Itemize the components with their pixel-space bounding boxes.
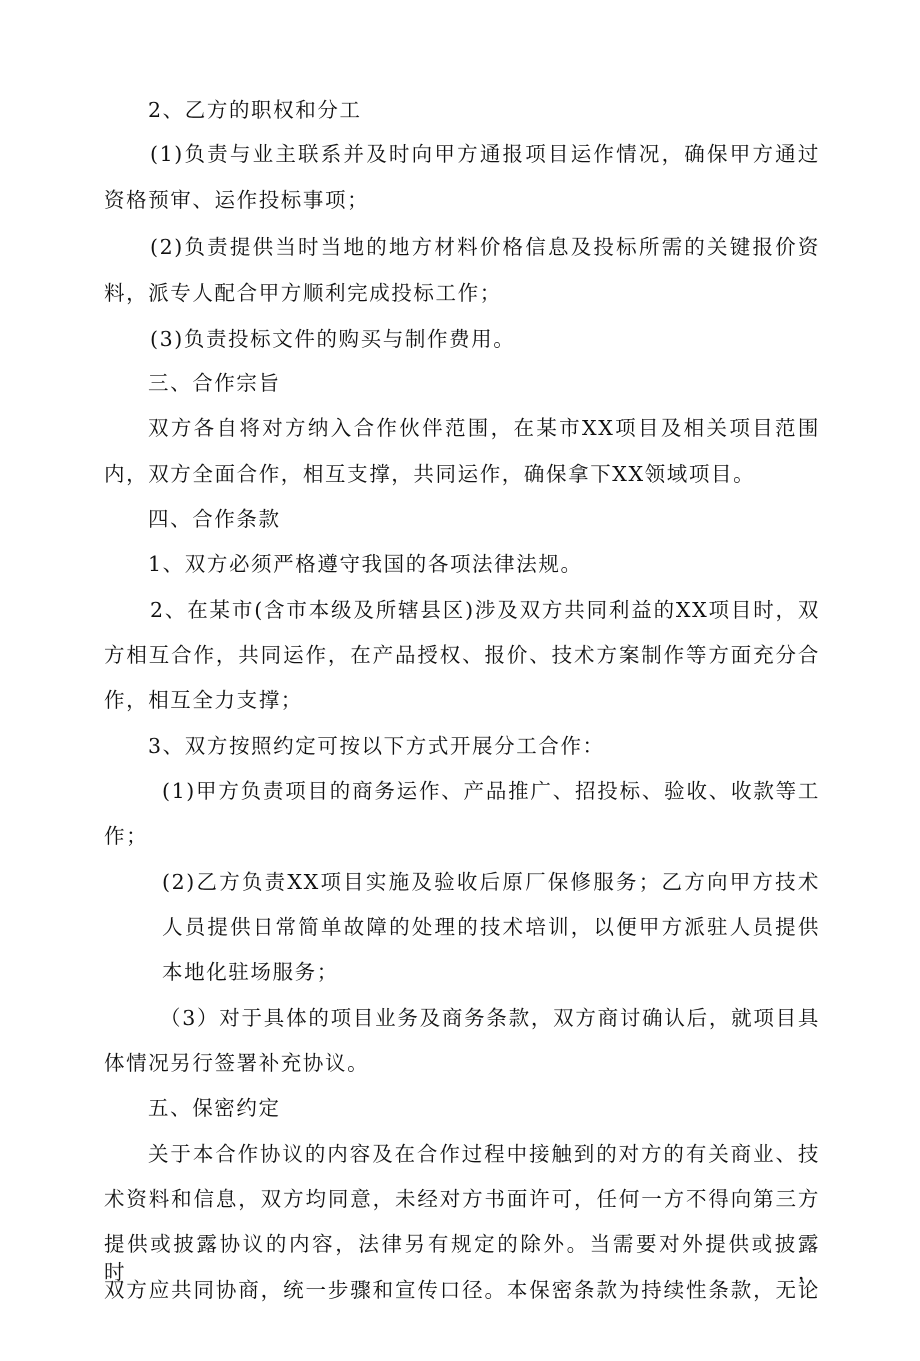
paragraph-line: 资格预审、运作投标事项； xyxy=(104,188,370,212)
paragraph-line: 料，派专人配合甲方顺利完成投标工作； xyxy=(104,281,502,305)
section-heading: 三、合作宗旨 xyxy=(148,371,281,395)
paragraph-line: 人员提供日常简单故障的处理的技术培训，以便甲方派驻人员提供 xyxy=(162,915,820,939)
paragraph-line: 1、双方必须严格遵守我国的各项法律法规。 xyxy=(148,552,583,576)
section-heading: 2、乙方的职权和分工 xyxy=(148,98,362,122)
paragraph-line: (3)负责投标文件的购买与制作费用。 xyxy=(150,327,516,351)
paragraph-line: 作； xyxy=(104,824,149,848)
paragraph-line: 内，双方全面合作，相互支撑，共同运作，确保拿下XX领域项目。 xyxy=(104,462,756,486)
paragraph-line: 本地化驻场服务； xyxy=(162,960,339,984)
paragraph-line: （3）对于具体的项目业务及商务条款，双方商讨确认后，就项目具 xyxy=(160,1006,820,1030)
paragraph-line: 术资料和信息，双方均同意，未经对方书面许可，任何一方不得向第三方 xyxy=(104,1187,820,1211)
paragraph-line: 双方各自将对方纳入合作伙伴范围，在某市XX项目及相关项目范围 xyxy=(148,416,820,440)
paragraph-line: 提供或披露协议的内容，法律另有规定的除外。当需要对外提供或披露时， xyxy=(104,1232,820,1284)
paragraph-line: (2)乙方负责XX项目实施及验收后原厂保修服务；乙方向甲方技术 xyxy=(162,870,820,894)
paragraph-line: 双方应共同协商，统一步骤和宣传口径。本保密条款为持续性条款，无论 xyxy=(104,1278,820,1302)
paragraph-line: 体情况另行签署补充协议。 xyxy=(104,1051,370,1075)
paragraph-line: (1)负责与业主联系并及时向甲方通报项目运作情况，确保甲方通过 xyxy=(150,142,820,166)
section-heading: 五、保密约定 xyxy=(148,1096,281,1120)
paragraph-line: (1)甲方负责项目的商务运作、产品推广、招投标、验收、收款等工 xyxy=(162,779,820,803)
paragraph-line: (2)负责提供当时当地的地方材料价格信息及投标所需的关键报价资 xyxy=(150,235,820,259)
paragraph-line: 作，相互全力支撑； xyxy=(104,688,303,712)
section-heading: 四、合作条款 xyxy=(148,507,281,531)
paragraph-line: 方相互合作，共同运作，在产品授权、报价、技术方案制作等方面充分合 xyxy=(104,643,820,667)
paragraph-line: 关于本合作协议的内容及在合作过程中接触到的对方的有关商业、技 xyxy=(148,1142,820,1166)
paragraph-line: 2、在某市(含市本级及所辖县区)涉及双方共同利益的XX项目时，双 xyxy=(150,598,820,622)
paragraph-line: 3、双方按照约定可按以下方式开展分工合作： xyxy=(148,734,605,758)
